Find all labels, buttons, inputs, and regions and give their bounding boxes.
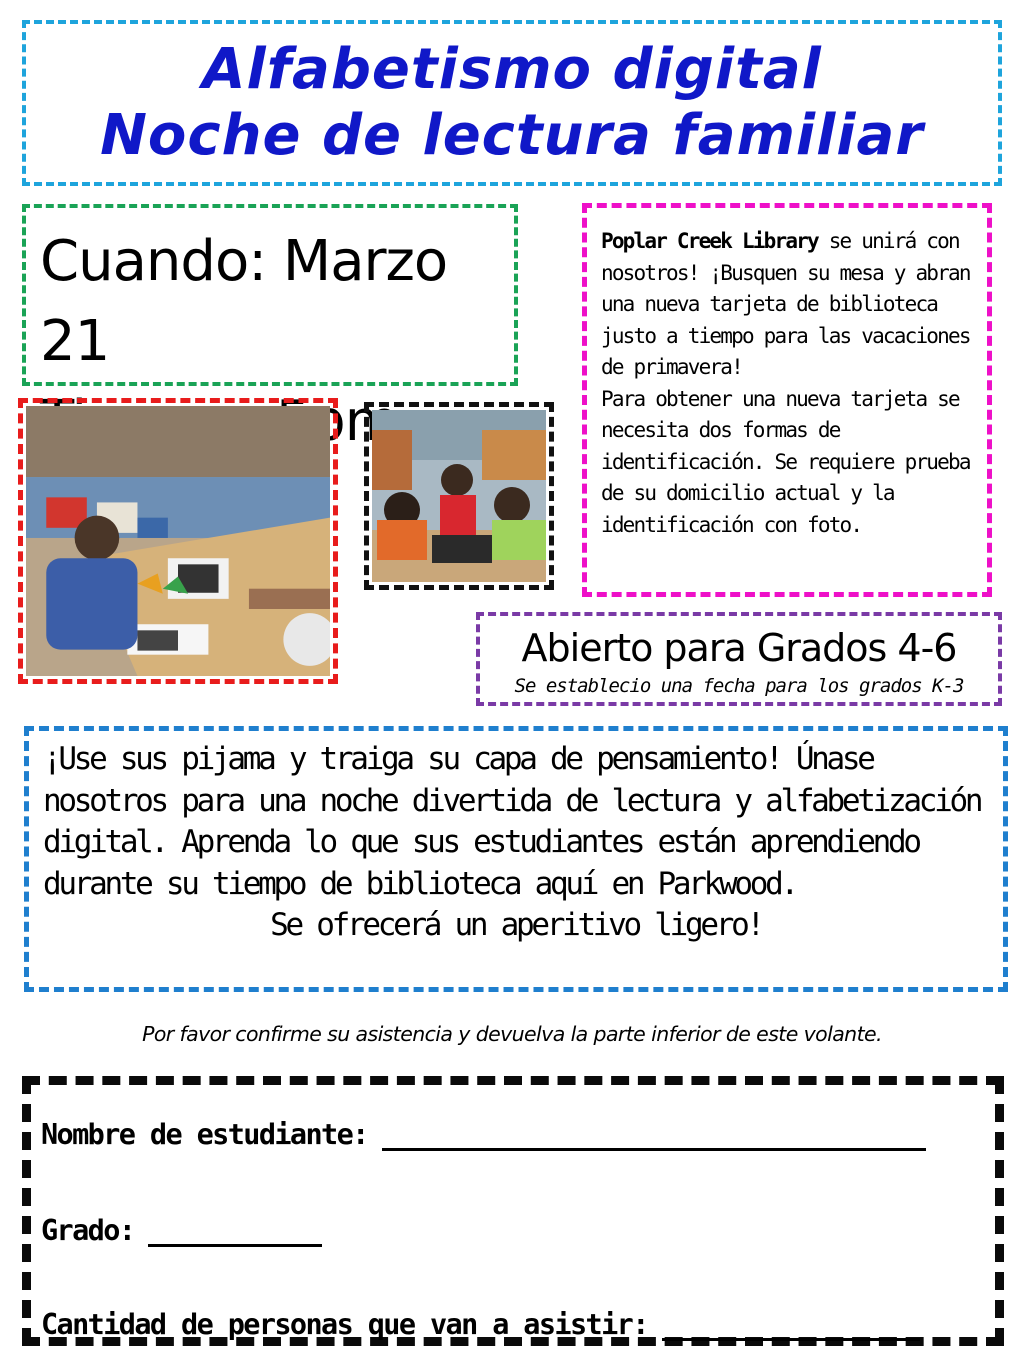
students-photo-illustration xyxy=(372,410,546,582)
grades-heading: Abierto para Grados 4-6 xyxy=(521,626,957,670)
classroom-photo-image xyxy=(26,406,330,676)
attendee-count-field[interactable] xyxy=(662,1309,920,1341)
snack-note: Se ofrecerá un aperitivo ligero! xyxy=(270,907,762,943)
invitation-text: ¡Use sus pijama y traiga su capa de pensamiento! Únase nosotros para una noche divertida de lectura y alfabetización digital. Aprenda lo que sus estudiantes están aprendiendo durante su tiempo de biblioteca aquí en Parkwood. xyxy=(43,741,981,902)
library-paragraph-1 xyxy=(601,226,973,384)
students-photo-image xyxy=(372,410,546,582)
attendee-count-row xyxy=(41,1297,983,1341)
attendee-count-label: Cantidad de personas que van a asistir: xyxy=(41,1308,648,1341)
library-text-1: se unirá con nosotros! ¡Busquen su mesa y abran una nueva tarjeta de biblioteca justo a tiempo para las vacaciones de primavera! xyxy=(601,229,970,379)
grade-row xyxy=(41,1203,983,1247)
invitation-box xyxy=(24,726,1008,992)
library-paragraph-2: Para obtener una nueva tarjeta se necesita dos formas de identificación. Se requiere prueba de su domicilio actual y la identificación con foto. xyxy=(601,386,970,537)
library-name: Poplar Creek Library xyxy=(601,229,818,253)
students-photo xyxy=(364,402,554,590)
grade-label: Grado: xyxy=(41,1214,135,1247)
student-name-label: Nombre de estudiante: xyxy=(41,1118,368,1151)
event-time: 5pm xyxy=(275,389,399,454)
event-date: Cuando: Marzo 21 xyxy=(40,229,448,374)
student-name-row xyxy=(41,1107,983,1151)
library-info-box xyxy=(582,203,992,597)
grade-field[interactable] xyxy=(148,1215,322,1247)
classroom-photo xyxy=(18,398,338,684)
student-name-field[interactable] xyxy=(382,1119,926,1151)
title-banner xyxy=(22,20,1002,186)
event-title: Alfabetismo digital xyxy=(202,37,822,102)
event-subtitle: Noche de lectura familiar xyxy=(100,103,924,168)
date-time-box xyxy=(22,204,518,454)
rsvp-instruction: Por favor confirme su asistencia y devuelva la parte inferior de este volante. xyxy=(142,1022,882,1046)
grades-box xyxy=(476,612,1002,706)
classroom-photo-illustration xyxy=(26,406,330,676)
rsvp-form xyxy=(22,1076,1004,1346)
grades-note: Se establecio una fecha para los grados K-3 xyxy=(514,675,964,697)
